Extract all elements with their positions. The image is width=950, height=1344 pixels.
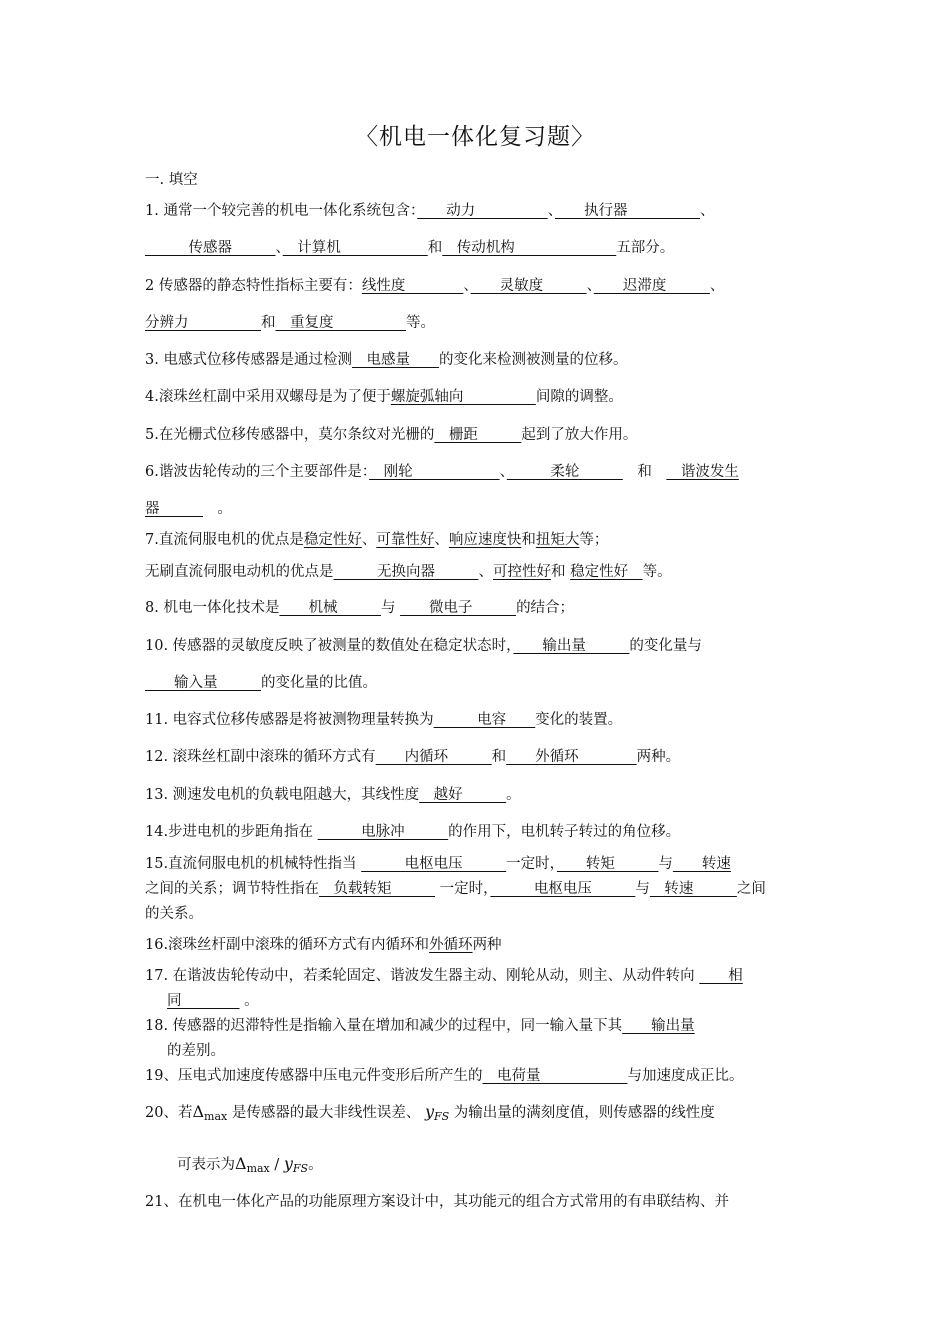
question-19: 19、压电式加速度传感器中压电元件变形后所产生的 电荷量 与加速度成正比。 [145,1068,744,1084]
answer-blank: 柔轮 [506,464,623,480]
answer-blank: 无换向器 [333,564,479,580]
question-10-line-2: 输入量 的变化量的比值。 [145,675,377,691]
answer-blank: 器 [145,501,203,517]
question-16: 16.滚珠丝杆副中滚珠的循环方式有内循环和外循环两种 [145,937,502,953]
answer-blank: 重复度 [275,315,406,331]
answer-blank: 响应速度快 [448,532,522,548]
question-5: 5.在光栅式位移传感器中，莫尔条纹对光栅的 栅距 起到了放大作用。 [145,427,638,443]
answer-blank: 电脉冲 [317,824,449,840]
question-14: 14.步进电机的步距角指在 电脉冲 的作用下，电机转子转过的角位移。 [145,824,681,840]
answer-blank: 稳定性好 [570,564,643,580]
answer-blank: 同 [167,993,240,1009]
question-17-line-2: 同 。 [167,993,259,1009]
answer-blank: 稳定性好 [303,532,362,548]
answer-blank: 螺旋弧轴向 [390,389,536,405]
question-6-line-1: 6.谐波齿轮传动的三个主要部件是： 刚轮 、 柔轮 和 谐波发生 [145,464,739,480]
answer-blank: 扭矩大 [535,532,580,548]
answer-blank: 输入量 [145,675,261,691]
answer-blank: 电枢电压 [490,881,636,897]
question-18-line-2: 的差别。 [167,1043,225,1059]
question-15-line-2: 之间的关系；调节特性指在 负载转矩 一定时， 电枢电压 与 转速 之间 [145,881,766,897]
question-10-line-1: 10. 传感器的灵敏度反映了被测量的数值处在稳定状态时， 输出量 的变化量与 [145,638,702,654]
question-2-line-2: 分辨力 和 重复度 等。 [145,315,435,331]
answer-blank: 灵敏度 [470,278,587,294]
answer-blank: 可控性好 [493,564,551,580]
question-2-line-1: 2 传感器的静态特性指标主要有：线性度 、 灵敏度 、 迟滞度 、 [145,278,725,294]
answer-blank: 相 [699,968,743,984]
answer-blank: 越好 [419,787,507,803]
answer-blank: 迟滞度 [593,278,710,294]
question-18-line-1: 18. 传感器的迟滞特性是指输入量在增加和减少的过程中，同一输入量下其 输出量 [145,1018,695,1034]
delta-symbol: Δ [192,1102,205,1121]
question-17-line-1: 17. 在谐波齿轮传动中，若柔轮固定、谐波发生器主动、刚轮从动，则主、从动件转向 相 [145,968,743,984]
question-20-line-1: 20、若$\Delta_{max}$ 是传感器的最大非线性误差、 $y_{FS}$ 为输出量的满刻度值，则传感器的线性度 [145,1102,715,1123]
answer-blank: 负载转矩 [319,881,435,897]
answer-blank: 电枢电压 [361,856,507,872]
answer-blank: 输出量 [622,1018,695,1034]
question-20-line-2: 可表示为$\Delta_{max} / y_{FS}$。 [177,1154,323,1175]
answer-blank: 转速 [649,881,737,897]
answer-blank: 计算机 [282,240,428,256]
question-12: 12. 滚珠丝杠副中滚珠的循环方式有 内循环 和 外循环 两种。 [145,749,681,765]
answer-blank: 电荷量 [482,1068,628,1084]
question-15-line-1: 15.直流伺服电机的机械特性指当 电枢电压 一定时， 转矩 与 转速 [145,856,731,872]
question-21: 21、在机电一体化产品的功能原理方案设计中，其功能元的组合方式常用的有串联结构、并 [145,1194,729,1210]
answer-blank: 刚轮 [369,464,500,480]
answer-blank: 线性度 [361,278,464,294]
question-1-line-1: 1. 通常一个较完善的机电一体化系统包含： 动力 、 执行器 、 [145,203,715,219]
answer-blank: 执行器 [554,203,700,219]
question-13: 13. 测速发电机的负载电阻越大，其线性度 越好 。 [145,787,521,803]
answer-blank: 机械 [279,600,381,616]
question-8: 8. 机电一体化技术是 机械 与 微电子 的结合； [145,600,575,616]
answer-blank: 传动机构 [442,240,617,256]
question-11: 11. 电容式位移传感器是将被测物理量转换为 电容 变化的装置。 [145,712,623,728]
answer-blank: 外循环 [506,749,637,765]
section-heading: 一. 填空 [145,172,198,188]
answer-blank: 内循环 [375,749,492,765]
question-1-line-2: 传感器 、 计算机 和 传动机构 五部分。 [145,240,675,256]
answer-blank: 转速 [672,856,731,872]
question-7-line-2: 无刷直流伺服电动机的优点是 无换向器 、可控性好和 稳定性好 等。 [145,564,672,580]
answer-blank: 分辨力 [145,315,261,331]
answer-blank: 电感量 [351,352,439,368]
answer-blank: 微电子 [400,600,517,616]
answer-blank: 谐波发生 [666,464,739,480]
answer-blank: 外循环 [429,937,473,953]
question-4: 4.滚珠丝杠副中采用双螺母是为了便于螺旋弧轴向 间隙的调整。 [145,389,623,405]
page-title: 〈机电一体化复习题〉 [355,124,595,150]
answer-blank: 栅距 [434,427,522,443]
answer-blank: 动力 [417,203,548,219]
answer-blank: 传感器 [145,240,276,256]
answer-blank: 转矩 [556,856,659,872]
answer-blank: 可靠性好 [376,532,435,548]
answer-blank: 电容 [433,712,536,728]
question-6-line-2: 器 。 [145,501,232,517]
question-7-line-1: 7.直流伺服电机的优点是稳定性好、可靠性好、响应速度快和扭矩大等； [145,532,609,548]
answer-blank: 输出量 [513,638,630,654]
question-3: 3. 电感式位移传感器是通过检测 电感量 的变化来检测被测量的位移。 [145,352,628,368]
question-15-line-3: 的关系。 [145,906,203,922]
delta-symbol: Δ [235,1154,247,1173]
